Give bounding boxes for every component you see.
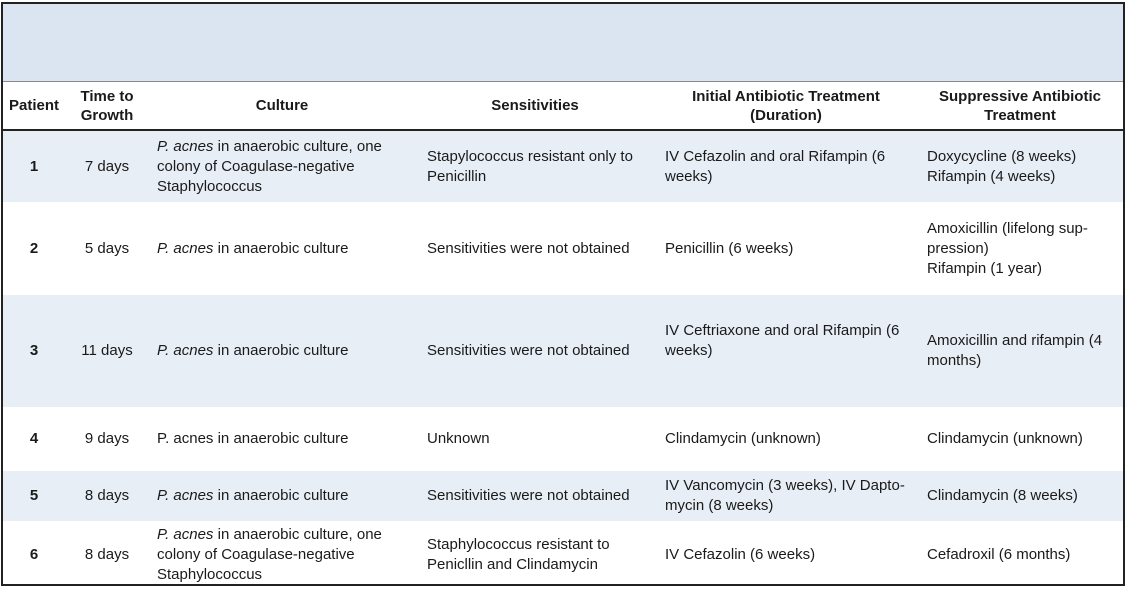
cell-patient: 5 [3,471,65,521]
suppressive-line: Amoxicillin and rifampin (4 months) [927,332,1103,369]
cell-initial-treatment: Penicillin (6 weeks) [665,239,794,257]
suppressive-line: Amoxicillin (lifelong sup-pression) [927,219,1088,257]
cell-time-to-growth: 8 days [84,545,130,563]
culture-organism: P. acnes [157,239,214,257]
cell-culture [149,407,415,471]
cell-sensitivities: Unknown [427,430,490,447]
header-culture: Culture [149,82,415,130]
header-patient: Patient [3,82,65,130]
cell-time-to-growth: 11 days [65,295,149,407]
cell-suppressive-treatment [917,295,1123,407]
cell-sensitivities: Stapylococcus resistant only to Penicillin [415,130,655,202]
suppressive-line: Cefadroxil (6 months) [927,545,1071,563]
header-sensitivities: Sensitivities [415,82,655,130]
cell-initial-treatment: IV Cefazolin and oral Rifampin (6 weeks) [655,130,917,202]
cell-culture [149,471,415,521]
cell-sensitivities: Sensitivities were not obtained [415,471,655,521]
header-initial-treatment: Initial Antibiotic Treatment (Duration) [655,82,917,130]
cell-suppressive-treatment [917,407,1123,471]
culture-detail: P. acnes in anaerobic culture [157,430,349,447]
table-row [3,407,1123,471]
cell-initial-treatment: Clindamycin (unknown) [665,430,821,447]
cell-suppressive-treatment [917,471,1123,521]
cell-suppressive-treatment [917,202,1123,295]
cell-sensitivities: Staphylococcus resistant to Penicllin and Clindamycin [427,535,610,573]
culture-detail: in anaerobic culture, one colony of Coagulase-negative Staphylococcus [157,525,382,583]
cell-culture [149,295,415,407]
suppressive-line: Clindamycin (8 weeks) [927,487,1078,504]
cell-patient: 2 [29,239,39,257]
table-row [3,130,1123,202]
culture-organism: P. acnes [157,487,214,504]
cell-initial-treatment: IV Vancomycin (3 weeks), IV Dapto-mycin (8 weeks) [655,471,917,521]
cell-patient: 4 [29,430,39,447]
suppressive-line: Doxycycline (8 weeks) [927,147,1077,165]
table-row [3,471,1123,521]
cell-suppressive-treatment [917,130,1123,202]
culture-detail: in anaerobic culture [213,239,349,257]
table-title-band [3,4,1123,82]
cell-time-to-growth: 9 days [84,430,130,447]
culture-organism: P. acnes [157,525,214,543]
cell-patient: 3 [3,295,65,407]
header-suppressive-treatment: Suppressive Antibiotic Treatment [917,82,1123,130]
suppressive-line: Rifampin (1 year) [927,259,1043,277]
table-frame [1,2,1125,586]
suppressive-line: Clindamycin (unknown) [927,430,1083,447]
cell-culture [149,130,415,202]
cell-time-to-growth: 8 days [65,471,149,521]
cell-initial-treatment: IV Ceftriaxone and oral Rifampin (6 weeks) [655,295,917,407]
cell-culture [149,521,415,588]
cell-patient: 1 [3,130,65,202]
culture-detail: in anaerobic culture [213,487,349,504]
cell-time-to-growth: 5 days [84,239,130,257]
cell-time-to-growth: 7 days [65,130,149,202]
cell-suppressive-treatment [917,521,1123,588]
culture-detail: in anaerobic culture, one colony of Coagulase-negative Staphylococcus [157,137,382,195]
cell-sensitivities: Sensitivities were not obtained [415,295,655,407]
suppressive-line: Rifampin (4 weeks) [927,167,1056,185]
culture-detail: in anaerobic culture [213,342,349,359]
table-row [3,295,1123,407]
table-row [3,521,1123,588]
header-row [3,82,1123,130]
culture-organism: P. acnes [157,137,214,155]
cell-initial-treatment: IV Cefazolin (6 weeks) [665,545,816,563]
cell-patient: 6 [29,545,39,563]
patient-table [3,82,1123,588]
culture-organism: P. acnes [157,342,214,359]
cell-culture [149,202,415,295]
table-row [3,202,1123,295]
header-time-to-growth: Time to Growth [65,82,149,130]
cell-sensitivities: Sensitivities were not obtained [427,239,630,257]
